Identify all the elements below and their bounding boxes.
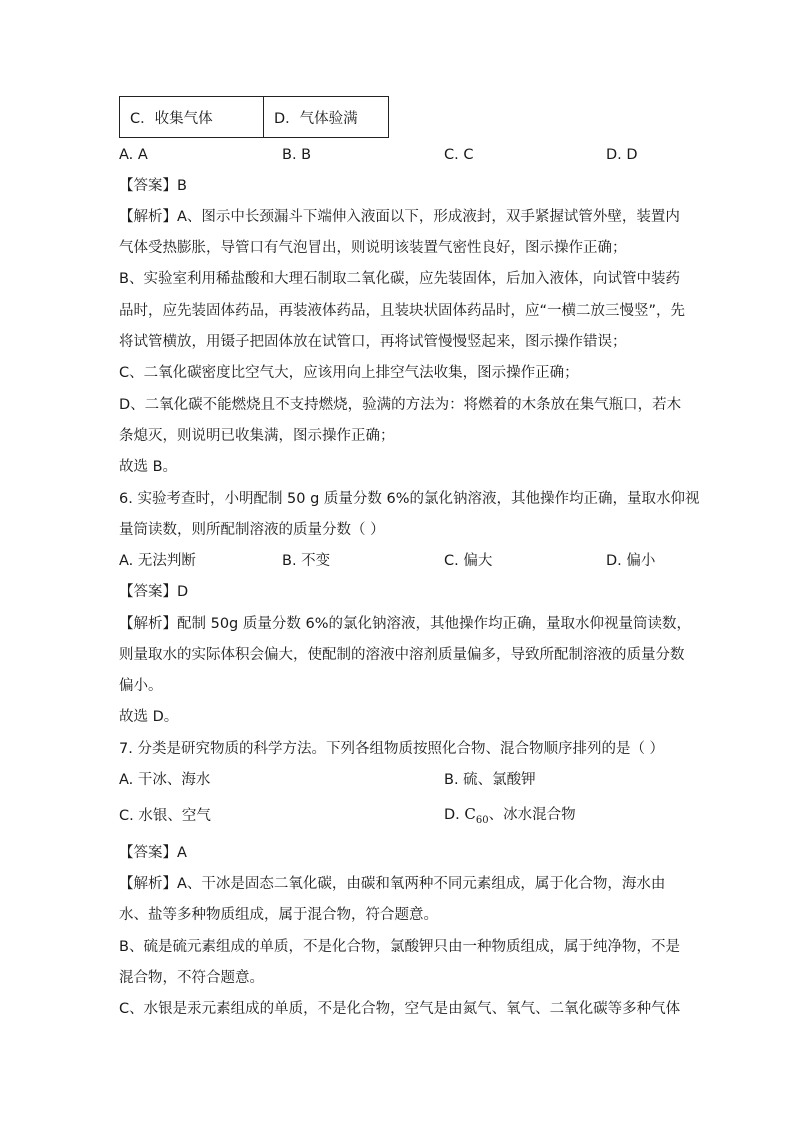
q5-answer: 【答案】B bbox=[119, 178, 187, 194]
q6-conclusion: 故选 D。 bbox=[119, 709, 179, 725]
q5-analysis-line: 【解析】A、图示中长颈漏斗下端伸入液面以下，形成液封，双手紧握试管外壁，装置内 bbox=[119, 209, 680, 225]
q5-analysis-line: 将试管横放，用镊子把固体放在试管口，再将试管慢慢竖起来，图示操作错误； bbox=[119, 334, 627, 350]
q7-analysis-line: 混合物，不符合题意。 bbox=[119, 970, 264, 986]
q7-option-d bbox=[444, 804, 576, 831]
c60-formula-sub: 60 bbox=[475, 815, 489, 826]
table-cell-c-text: C．收集气体 bbox=[130, 110, 213, 127]
c60-formula bbox=[464, 805, 489, 826]
q5-option-c: C. C bbox=[444, 147, 474, 163]
q6-answer: 【答案】D bbox=[119, 584, 189, 600]
q6-analysis-line: 【解析】配制 50g 质量分数 6%的氯化钠溶液，其他操作均正确，量取水仰视量筒读数， bbox=[119, 616, 691, 632]
q6-analysis-line: 则量取水的实际体积会偏大，使配制的溶液中溶剂质量偏多，导致所配制溶液的质量分数 bbox=[119, 647, 685, 663]
q5-option-d: D. D bbox=[606, 147, 638, 163]
q7-option-b: B. 硫、氯酸钾 bbox=[444, 772, 536, 788]
q5-analysis-line: B、实验室利用稀盐酸和大理石制取二氧化碳，应先装固体，后加入液体，向试管中装药 bbox=[119, 271, 680, 287]
table-cell-c bbox=[120, 97, 264, 137]
q5-option-a: A. A bbox=[119, 147, 148, 163]
q6-analysis-line: 偏小。 bbox=[119, 678, 163, 694]
q7-analysis-line: 【解析】A、干冰是固态二氧化碳，由碳和氧两种不同元素组成，属于化合物，海水由 bbox=[119, 876, 666, 892]
q5-option-b: B. B bbox=[282, 147, 312, 163]
c60-formula-base: C bbox=[464, 805, 476, 823]
q7-analysis-line: C、水银是汞元素组成的单质，不是化合物，空气是由氮气、氧气、二氧化碳等多种气体 bbox=[119, 1001, 681, 1017]
q5-conclusion: 故选 B。 bbox=[119, 459, 178, 475]
q7-option-c: C. 水银、空气 bbox=[119, 808, 211, 824]
q5-analysis-line: 品时，应先装固体药品，再装液体药品，且装块状固体药品时，应“一横二放三慢竖”，先 bbox=[119, 303, 686, 319]
q5-analysis-line: 条熄灭，则说明已收集满，图示操作正确； bbox=[119, 428, 395, 444]
q5-analysis-line: 气体受热膨胀，导管口有气泡冒出，则说明该装置气密性良好，图示操作正确； bbox=[119, 240, 627, 256]
q7-analysis-line: 水、盐等多种物质组成，属于混合物，符合题意。 bbox=[119, 907, 438, 923]
q6-option-d: D. 偏小 bbox=[606, 553, 656, 569]
q7-option-d-prefix: D. bbox=[444, 807, 465, 823]
options-table bbox=[119, 96, 389, 138]
q6-option-a: A. 无法判断 bbox=[119, 553, 196, 569]
q7-option-d-suffix: 、冰水混合物 bbox=[488, 807, 576, 823]
table-cell-d bbox=[264, 97, 388, 137]
q6-option-b: B. 不变 bbox=[282, 553, 331, 569]
q7-stem: 7. 分类是研究物质的科学方法。下列各组物质按照化合物、混合物顺序排列的是（ ） bbox=[119, 741, 665, 757]
q7-option-a: A. 干冰、海水 bbox=[119, 772, 211, 788]
q6-option-c: C. 偏大 bbox=[444, 553, 493, 569]
q5-analysis-line: C、二氧化碳密度比空气大，应该用向上排空气法收集，图示操作正确； bbox=[119, 365, 579, 381]
q6-stem-line: 6. 实验考查时，小明配制 50 g 质量分数 6%的氯化钠溶液，其他操作均正确，量取水仰视 bbox=[119, 491, 700, 507]
q7-answer: 【答案】A bbox=[119, 845, 187, 861]
q5-analysis-line: D、二氧化碳不能燃烧且不支持燃烧，验满的方法为：将燃着的木条放在集气瓶口，若木 bbox=[119, 397, 682, 413]
table-cell-d-text: D．气体验满 bbox=[274, 110, 358, 127]
q7-analysis-line: B、硫是硫元素组成的单质，不是化合物，氯酸钾只由一种物质组成，属于纯净物，不是 bbox=[119, 939, 680, 955]
q6-stem-line: 量筒读数，则所配制溶液的质量分数（ ） bbox=[119, 522, 385, 538]
